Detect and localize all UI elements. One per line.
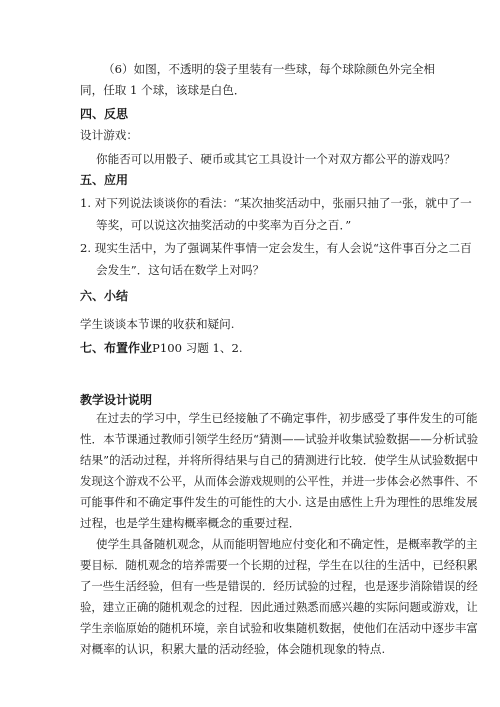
application-1-line-2: 等奖，可以说这次抽奖活动的中奖率为百分之百．” [96,218,352,232]
paragraph-2-line: 要目标．随机观念的培养需要一个长期的过程，学生在以往的生活中，已经积累 [80,558,478,572]
problem-6-line-2: 同，任取 1 个球，该球是白色． [80,83,246,97]
heading-summary: 六、小结 [80,289,129,303]
paragraph-1-line: 可能事件和不确定事件发生的可能性的大小. 这是由感性上升为理性的思维发展 [80,495,478,509]
paragraph-2-line: 对概率的认识，积累大量的活动经验，体会随机现象的特点. [80,642,386,656]
paragraph-1-line: 发现这个游戏不公平，从而体会游戏规则的公平性，并进一步体会必然事件、不 [80,474,478,488]
paragraph-1-line: 过程，也是学生建构概率概念的重要过程． [80,516,301,530]
design-notes-title: 教学设计说明 [80,393,153,407]
problem-6-line-1: （6）如图，不透明的袋子里装有一些球，每个球除颜色外完全相 [103,62,436,76]
reflection-label: 设计游戏： [80,128,138,142]
paragraph-1-line: 在过去的学习中，学生已经接触了不确定事件，初步感受了事件发生的可能 [96,411,478,425]
heading-reflection: 四、反思 [80,107,129,121]
application-2-line-2: 会发生”．这句话在数学上对吗？ [96,263,265,277]
paragraph-2-line: 验，建立正确的随机观念的过程．因此通过熟悉而感兴趣的实际问题或游戏，让 [80,600,478,614]
homework-line [80,340,243,356]
paragraph-2-line: 学生亲临原始的随机环境，亲自试验和收集随机数据，使他们在活动中逐步丰富 [80,621,478,635]
application-2-line-1: 2. 现实生活中，为了强调某件事情一定会发生，有人会说“这件事百分之二百 [80,241,472,255]
heading-application: 五、应用 [80,173,129,187]
paragraph-2-line: 了一些生活经验，但有一些是错误的．经历试验的过程，也是逐步消除错误的经 [80,579,478,593]
application-1-line-1: 1. 对下列说法谈谈你的看法：“某次抽奖活动中，张丽只抽了一张，就中了一 [80,196,472,210]
homework-text: P100 习题 1、2. [152,341,243,355]
paragraph-2-line: 使学生具备随机观念，从而能明智地应付变化和不确定性，是概率教学的主 [96,537,478,551]
paragraph-1-line: 性．本节课通过教师引领学生经历“猜测——试验并收集试验数据——分析试验 [80,432,479,446]
paragraph-1-line: 结果”的活动过程，并将所得结果与自己的猜测进行比较．使学生从试验数据中 [80,453,479,467]
heading-homework: 七、布置作业 [80,341,153,355]
reflection-question: 你能否可以用骰子、硬币或其它工具设计一个对双方都公平的游戏吗？ [96,152,456,166]
summary-text: 学生谈谈本节课的收获和疑问. [80,317,235,331]
